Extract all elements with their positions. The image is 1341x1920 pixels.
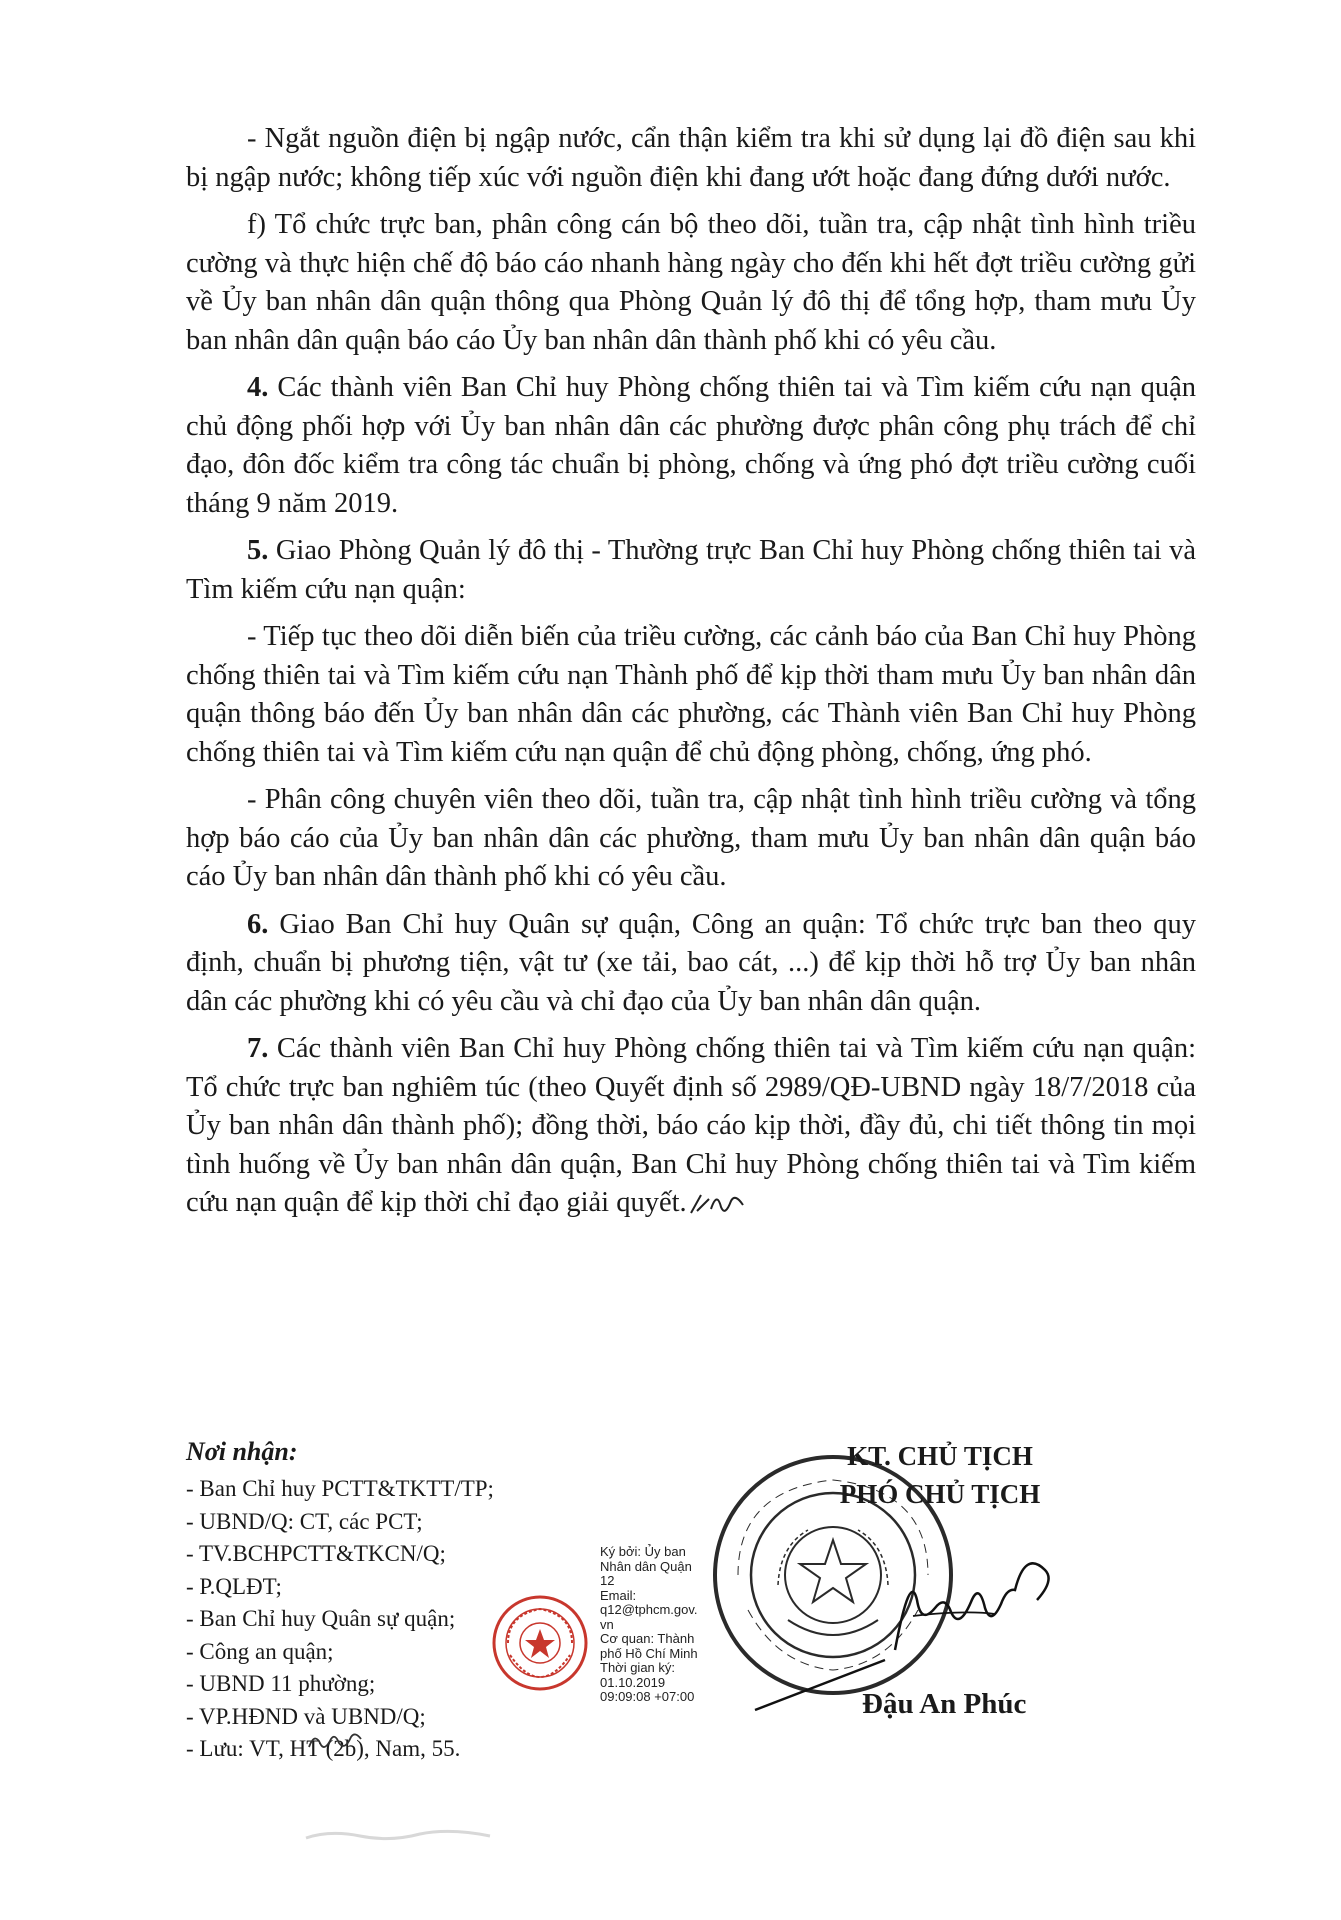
paragraph-1 [186, 120, 1196, 197]
paragraph-5-text: - Tiếp tục theo dõi diễn biến của triều cường, các cảnh báo của Ban Chỉ huy Phòng chống thiên tai và Tìm kiếm cứu nạn Thành phố để kịp thời tham mưu Ủy ban nhân dân quận thông báo đến Ủy ban nhân dân các phường, các Thành viên Ban Chỉ huy Phòng chống thiên tai và Tìm kiếm cứu nạn quận để chủ động phòng, chống, ứng phó. [186, 621, 1196, 768]
digital-signature-line: 01.10.2019 [600, 1674, 666, 1690]
paragraph-6 [186, 781, 1196, 897]
recipient-item: - P.QLĐT; [186, 1573, 282, 1599]
paragraph-4-number: 5. [247, 535, 269, 566]
digital-signature-line: Thời gian ký: [600, 1660, 675, 1675]
signature-title-2: PHÓ CHỦ TỊCH [839, 1479, 1041, 1509]
paragraph-7-text: Giao Ban Chỉ huy Quân sự quận, Công an quận: Tổ chức trực ban theo quy định, chuẩn bị phương tiện, vật tư (xe tải, bao cát, ...) để kịp thời hỗ trợ Ủy ban nhân dân các phường khi có yêu cầu và chỉ đạo của Ủy ban nhân dân quận. [186, 908, 1196, 1017]
recipients-block [186, 1437, 516, 1766]
digital-signature-line: Email: [600, 1587, 637, 1603]
digital-signature-line: Nhân dân Quận [600, 1558, 692, 1574]
paragraph-8-number: 7. [247, 1033, 269, 1064]
paragraph-8-text: Các thành viên Ban Chỉ huy Phòng chống thiên tai và Tìm kiếm cứu nạn quận: Tổ chức trực ban nghiêm túc (theo Quyết định số 2989/QĐ-UBND ngày 18/7/2018 của Ủy ban nhân dân thành phố); đồng thời, báo cáo kịp thời, đầy đủ, chi tiết thông tin mọi tình huống về Ủy ban nhân dân quận, Ban Chỉ huy Phòng chống thiên tai và Tìm kiếm cứu nạn quận để kịp thời chỉ đạo giải quyết. [186, 1033, 1196, 1218]
paragraph-4-text: Giao Phòng Quản lý đô thị - Thường trực Ban Chỉ huy Phòng chống thiên tai và Tìm kiếm cứu nạn quận: [186, 535, 1196, 605]
handwritten-end-mark-icon [687, 1189, 747, 1219]
signature-title-1: KT. CHỦ TỊCH [847, 1441, 1033, 1471]
digital-signature-line: phố Hồ Chí Minh [600, 1645, 698, 1661]
digital-signature-line: 09:09:08 +07:00 [600, 1689, 695, 1704]
paragraph-4 [186, 532, 1196, 609]
handwritten-initials-icon [305, 1725, 365, 1755]
digital-signature-line: q12@tphcm.gov. [600, 1602, 698, 1617]
recipient-item: - Lưu: VT, HT (2b), Nam, 55. [186, 1736, 461, 1761]
recipient-item: - Ban Chỉ huy PCTT&TKTT/TP; [186, 1476, 494, 1501]
recipient-item: - Công an quận; [186, 1638, 334, 1664]
signature-block [720, 1437, 1160, 1513]
paragraph-2-text: f) Tổ chức trực ban, phân công cán bộ theo dõi, tuần tra, cập nhật tình hình triều cường và thực hiện chế độ báo cáo nhanh hàng ngày cho đến khi hết đợt triều cường gửi về Ủy ban nhân dân quận thông qua Phòng Quản lý đô thị để tổng hợp, tham mưu Ủy ban nhân dân quận báo cáo Ủy ban nhân dân thành phố khi có yêu cầu. [186, 209, 1196, 356]
recipient-item: - UBND/Q: CT, các PCT; [186, 1508, 423, 1534]
digital-signature-line: 12 [600, 1573, 615, 1588]
paragraph-3 [186, 369, 1196, 523]
paragraph-3-number: 4. [247, 372, 269, 403]
document-body [186, 120, 1196, 1232]
paragraph-6-text: - Phân công chuyên viên theo dõi, tuần tra, cập nhật tình hình triều cường và tổng hợp báo cáo của Ủy ban nhân dân các phường, tham mưu Ủy ban nhân dân quận báo cáo Ủy ban nhân dân thành phố khi có yêu cầu. [186, 784, 1196, 892]
digital-signature-line: vn [600, 1616, 614, 1632]
recipient-item: - VP.HĐND và UBND/Q; [186, 1703, 426, 1729]
paragraph-2 [186, 206, 1196, 360]
recipient-item: - TV.BCHPCTT&TKCN/Q; [186, 1541, 446, 1566]
signer-name: Đậu An Phúc [862, 1688, 1027, 1720]
paragraph-8 [186, 1030, 1196, 1223]
faint-stamp-residue-icon [300, 1820, 500, 1850]
paragraph-5 [186, 618, 1196, 772]
recipient-item: - Ban Chỉ huy Quân sự quận; [186, 1606, 456, 1631]
paragraph-7 [186, 906, 1196, 1022]
recipients-title: Nơi nhận: [186, 1437, 298, 1466]
digital-signature-line: Cơ quan: Thành [600, 1631, 695, 1646]
paragraph-3-text: Các thành viên Ban Chỉ huy Phòng chống thiên tai và Tìm kiếm cứu nạn quận chủ động phối hợp với Ủy ban nhân dân các phường được phân công phụ trách để chỉ đạo, đôn đốc kiểm tra công tác chuẩn bị phòng, chống và ứng phó đợt triều cường cuối tháng 9 năm 2019. [186, 372, 1196, 519]
national-emblem-seal-icon [490, 1593, 590, 1693]
paragraph-7-number: 6. [247, 908, 269, 940]
recipient-item: - UBND 11 phường; [186, 1671, 376, 1696]
paragraph-1-text: - Ngắt nguồn điện bị ngập nước, cẩn thận kiểm tra khi sử dụng lại đồ điện sau khi bị ngập nước; không tiếp xúc với nguồn điện khi đang ướt hoặc đang đứng dưới nước. [186, 123, 1196, 193]
digital-signature-line: Ký bởi: Ủy ban [600, 1544, 686, 1559]
